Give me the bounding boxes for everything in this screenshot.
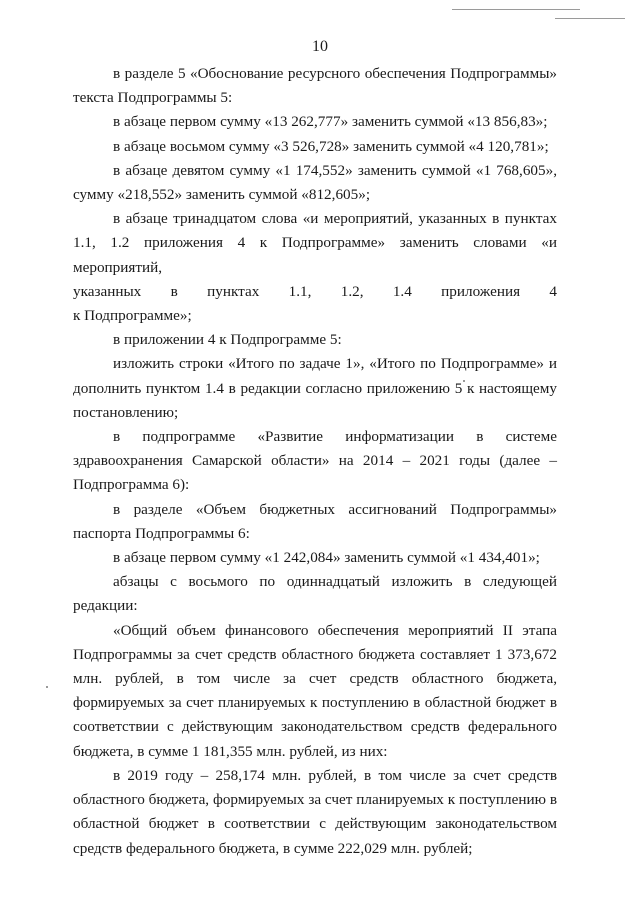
scan-artifact-line [452,9,580,10]
paragraph: в абзаце девятом сумму «1 174,552» заменить суммой «1 768,605», сумму «218,552» заменить суммой «812,605»; [73,161,557,204]
paragraph: в абзаце тринадцатом слова «и мероприятий, указанных в пунктах 1.1, 1.2 приложения 4 к Подпрограмме» заменить словами «и мероприятий, [73,210,557,276]
scan-artifact-dot [46,686,48,688]
paragraph: в приложении 4 к Подпрограмме 5: [113,331,342,349]
paragraph: в разделе 5 «Обоснование ресурсного обеспечения Подпрограммы» текста Подпрограммы 5: [73,65,557,107]
paragraph: в подпрограмме «Развитие информатизации в системе здравоохранения Самарской области» на 2014 – 2021 годы (далее – Подпрограмма 6): [73,428,557,494]
paragraph: «Общий объем финансового обеспечения мероприятий II этапа Подпрограммы за счет средств областного бюджета составляет 1 373,672 млн. рублей, в том числе за счет средств областного бюджета, формируемых за счет планируемых к поступлению в областной бюджет в соответствии с действующим законодательством средств федерального бюджета, в сумме 1 181,355 млн. рублей, из них: [73,621,557,760]
document-body [73,62,557,861]
paragraph: в 2019 году – 258,174 млн. рублей, в том числе за счет средств областного бюджета, формируемых за счет планируемых к поступлению в областной бюджет в соответствии с действующим законодательством средств федерального бюджета, в сумме 222,029 млн. рублей; [73,766,557,857]
paragraph: в абзаце восьмом сумму «3 526,728» заменить суммой «4 120,781»; [113,137,549,155]
paragraph: абзацы с восьмого по одиннадцатый изложить в следующей редакции: [73,573,557,615]
paragraph: указанных в пунктах 1.1, 1.2, 1.4 приложения 4 [73,282,557,300]
scan-artifact-line [555,18,625,19]
paragraph: в разделе «Объем бюджетных ассигнований Подпрограммы» паспорта Подпрограммы 6: [73,500,557,542]
paragraph: в абзаце первом сумму «13 262,777» заменить суммой «13 856,83»; [113,113,548,131]
page-number: 10 [312,38,328,55]
paragraph: к Подпрограмме»; [73,307,192,325]
paragraph: в абзаце первом сумму «1 242,084» заменить суммой «1 434,401»; [113,549,540,567]
paragraph: изложить строки «Итого по задаче 1», «Итого по Подпрограмме» и дополнить пунктом 1.4 в редакции согласно приложению 5 к настоящему постановлению; [73,355,557,421]
